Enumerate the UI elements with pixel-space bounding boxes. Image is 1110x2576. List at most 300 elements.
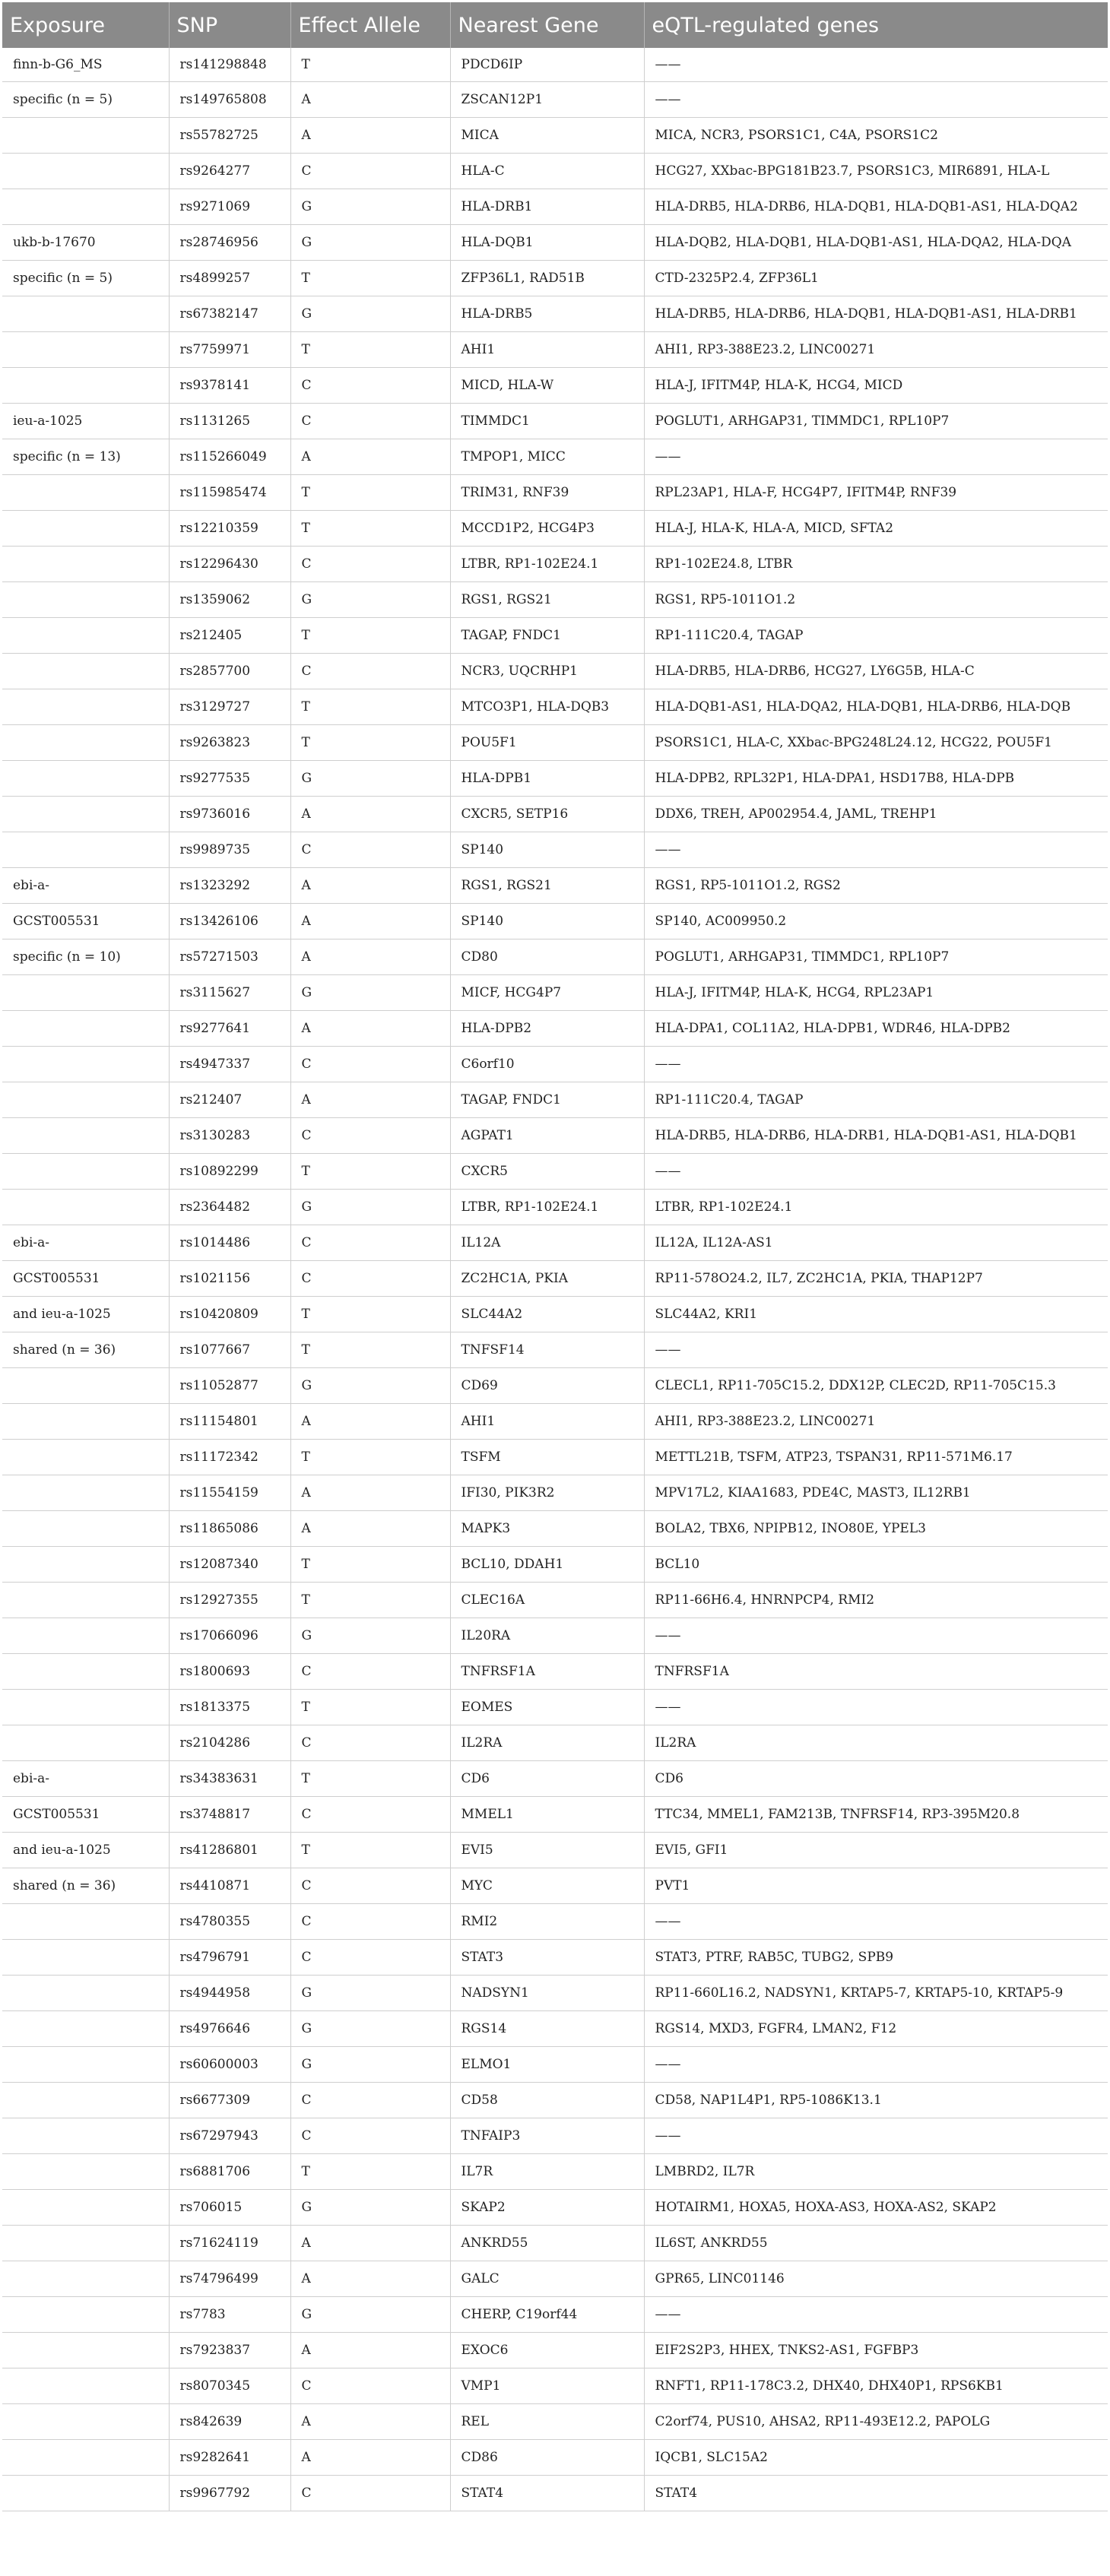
cell-snp: rs11154801 xyxy=(169,1404,290,1440)
cell-eqtl-genes: METTL21B, TSFM, ATP23, TSPAN31, RP11-571M6.17 xyxy=(644,1440,1108,1475)
cell-exposure xyxy=(2,1976,169,2011)
cell-nearest-gene: CXCR5, SETP16 xyxy=(450,797,644,832)
cell-nearest-gene: TSFM xyxy=(450,1440,644,1475)
cell-effect-allele: T xyxy=(290,2154,450,2190)
cell-effect-allele: G xyxy=(290,189,450,225)
cell-eqtl-genes: IL2RA xyxy=(644,1725,1108,1761)
cell-snp: rs1131265 xyxy=(169,404,290,439)
cell-snp: rs55782725 xyxy=(169,118,290,154)
cell-nearest-gene: MAPK3 xyxy=(450,1511,644,1547)
cell-snp: rs2364482 xyxy=(169,1190,290,1225)
cell-eqtl-genes: STAT4 xyxy=(644,2476,1108,2511)
cell-eqtl-genes: HLA-DPA1, COL11A2, HLA-DPB1, WDR46, HLA-DPB2 xyxy=(644,1011,1108,1047)
cell-snp: rs11554159 xyxy=(169,1475,290,1511)
cell-exposure: ebi-a- xyxy=(2,1761,169,1797)
cell-snp: rs7923837 xyxy=(169,2333,290,2368)
cell-snp: rs3748817 xyxy=(169,1797,290,1833)
cell-eqtl-genes: —— xyxy=(644,1154,1108,1190)
cell-nearest-gene: STAT3 xyxy=(450,1940,644,1976)
table-row xyxy=(2,1868,1108,1904)
cell-exposure xyxy=(2,332,169,368)
cell-snp: rs71624119 xyxy=(169,2226,290,2261)
cell-eqtl-genes: RGS14, MXD3, FGFR4, LMAN2, F12 xyxy=(644,2011,1108,2047)
cell-snp: rs10420809 xyxy=(169,1297,290,1332)
header-nearest-gene: Nearest Gene xyxy=(450,2,644,48)
cell-snp: rs17066096 xyxy=(169,1618,290,1654)
cell-nearest-gene: NADSYN1 xyxy=(450,1976,644,2011)
cell-snp: rs12210359 xyxy=(169,511,290,547)
cell-effect-allele: C xyxy=(290,368,450,404)
table-row xyxy=(2,547,1108,582)
cell-effect-allele: G xyxy=(290,2297,450,2333)
cell-effect-allele: T xyxy=(290,1690,450,1725)
cell-nearest-gene: RMI2 xyxy=(450,1904,644,1940)
cell-nearest-gene: IL12A xyxy=(450,1225,644,1261)
table-row xyxy=(2,1475,1108,1511)
cell-effect-allele: A xyxy=(290,868,450,904)
cell-exposure xyxy=(2,2190,169,2226)
cell-eqtl-genes: —— xyxy=(644,1690,1108,1725)
cell-exposure: ebi-a- xyxy=(2,1225,169,1261)
cell-nearest-gene: HLA-DPB1 xyxy=(450,761,644,797)
cell-eqtl-genes: SLC44A2, KRI1 xyxy=(644,1297,1108,1332)
cell-snp: rs1359062 xyxy=(169,582,290,618)
table-row xyxy=(2,511,1108,547)
table-row xyxy=(2,1118,1108,1154)
table-row xyxy=(2,2368,1108,2404)
table-row xyxy=(2,368,1108,404)
cell-eqtl-genes: HOTAIRM1, HOXA5, HOXA-AS3, HOXA-AS2, SKAP2 xyxy=(644,2190,1108,2226)
cell-exposure: specific (n = 13) xyxy=(2,439,169,475)
table-row xyxy=(2,404,1108,439)
cell-snp: rs34383631 xyxy=(169,1761,290,1797)
table-row xyxy=(2,1011,1108,1047)
cell-nearest-gene: REL xyxy=(450,2404,644,2440)
cell-effect-allele: T xyxy=(290,618,450,654)
table-row xyxy=(2,439,1108,475)
cell-snp: rs706015 xyxy=(169,2190,290,2226)
cell-exposure xyxy=(2,2011,169,2047)
cell-eqtl-genes: RP11-66H6.4, HNRNPCP4, RMI2 xyxy=(644,1583,1108,1618)
cell-nearest-gene: AHI1 xyxy=(450,1404,644,1440)
cell-eqtl-genes: HLA-DQB2, HLA-DQB1, HLA-DQB1-AS1, HLA-DQA2, HLA-DQA xyxy=(644,225,1108,261)
cell-snp: rs9271069 xyxy=(169,189,290,225)
cell-eqtl-genes: —— xyxy=(644,1047,1108,1082)
cell-snp: rs2104286 xyxy=(169,1725,290,1761)
cell-nearest-gene: ELMO1 xyxy=(450,2047,644,2083)
table-row xyxy=(2,654,1108,689)
cell-effect-allele: G xyxy=(290,1618,450,1654)
cell-eqtl-genes: RP11-660L16.2, NADSYN1, KRTAP5-7, KRTAP5-10, KRTAP5-9 xyxy=(644,1976,1108,2011)
table-row xyxy=(2,1654,1108,1690)
cell-eqtl-genes: —— xyxy=(644,1904,1108,1940)
cell-effect-allele: T xyxy=(290,511,450,547)
cell-eqtl-genes: —— xyxy=(644,2047,1108,2083)
cell-exposure xyxy=(2,1404,169,1440)
cell-nearest-gene: TNFSF14 xyxy=(450,1332,644,1368)
cell-eqtl-genes: HLA-J, IFITM4P, HLA-K, HCG4, RPL23AP1 xyxy=(644,975,1108,1011)
cell-effect-allele: A xyxy=(290,2333,450,2368)
table-row xyxy=(2,332,1108,368)
cell-nearest-gene: MTCO3P1, HLA-DQB3 xyxy=(450,689,644,725)
cell-exposure xyxy=(2,654,169,689)
cell-effect-allele: C xyxy=(290,1118,450,1154)
header-exposure: Exposure xyxy=(2,2,169,48)
cell-snp: rs9989735 xyxy=(169,832,290,868)
table-row xyxy=(2,2261,1108,2297)
cell-exposure xyxy=(2,511,169,547)
cell-eqtl-genes: BOLA2, TBX6, NPIPB12, INO80E, YPEL3 xyxy=(644,1511,1108,1547)
cell-eqtl-genes: CTD-2325P2.4, ZFP36L1 xyxy=(644,261,1108,296)
cell-nearest-gene: CD69 xyxy=(450,1368,644,1404)
cell-snp: rs4944958 xyxy=(169,1976,290,2011)
cell-eqtl-genes: PVT1 xyxy=(644,1868,1108,1904)
table-row xyxy=(2,725,1108,761)
table-row xyxy=(2,2011,1108,2047)
cell-snp: rs9277641 xyxy=(169,1011,290,1047)
table-row xyxy=(2,1833,1108,1868)
cell-nearest-gene: CD58 xyxy=(450,2083,644,2118)
cell-snp: rs12927355 xyxy=(169,1583,290,1618)
cell-nearest-gene: LTBR, RP1-102E24.1 xyxy=(450,547,644,582)
cell-snp: rs7783 xyxy=(169,2297,290,2333)
cell-exposure: ebi-a- xyxy=(2,868,169,904)
table-row xyxy=(2,2047,1108,2083)
cell-snp: rs60600003 xyxy=(169,2047,290,2083)
cell-effect-allele: C xyxy=(290,1797,450,1833)
cell-snp: rs41286801 xyxy=(169,1833,290,1868)
cell-snp: rs10892299 xyxy=(169,1154,290,1190)
cell-snp: rs3129727 xyxy=(169,689,290,725)
cell-effect-allele: A xyxy=(290,2261,450,2297)
cell-exposure xyxy=(2,1511,169,1547)
cell-effect-allele: A xyxy=(290,82,450,118)
cell-exposure xyxy=(2,189,169,225)
cell-exposure xyxy=(2,1690,169,1725)
cell-exposure: ukb-b-17670 xyxy=(2,225,169,261)
cell-nearest-gene: CLEC16A xyxy=(450,1583,644,1618)
cell-effect-allele: G xyxy=(290,225,450,261)
cell-eqtl-genes: HLA-J, IFITM4P, HLA-K, HCG4, MICD xyxy=(644,368,1108,404)
cell-snp: rs212405 xyxy=(169,618,290,654)
cell-eqtl-genes: PSORS1C1, HLA-C, XXbac-BPG248L24.12, HCG22, POU5F1 xyxy=(644,725,1108,761)
table-row xyxy=(2,868,1108,904)
table-row xyxy=(2,1725,1108,1761)
cell-eqtl-genes: HLA-DQB1-AS1, HLA-DQA2, HLA-DQB1, HLA-DRB6, HLA-DQB xyxy=(644,689,1108,725)
cell-eqtl-genes: RP1-111C20.4, TAGAP xyxy=(644,1082,1108,1118)
table-row xyxy=(2,475,1108,511)
cell-eqtl-genes: MPV17L2, KIAA1683, PDE4C, MAST3, IL12RB1 xyxy=(644,1475,1108,1511)
header-eqtl-genes: eQTL-regulated genes xyxy=(644,2,1108,48)
cell-nearest-gene: SLC44A2 xyxy=(450,1297,644,1332)
cell-exposure: GCST005531 xyxy=(2,1261,169,1297)
cell-eqtl-genes: CLECL1, RP11-705C15.2, DDX12P, CLEC2D, RP11-705C15.3 xyxy=(644,1368,1108,1404)
cell-snp: rs141298848 xyxy=(169,48,290,82)
table-row xyxy=(2,2226,1108,2261)
cell-effect-allele: C xyxy=(290,2476,450,2511)
cell-effect-allele: A xyxy=(290,439,450,475)
cell-eqtl-genes: HLA-J, HLA-K, HLA-A, MICD, SFTA2 xyxy=(644,511,1108,547)
cell-eqtl-genes: TTC34, MMEL1, FAM213B, TNFRSF14, RP3-395M20.8 xyxy=(644,1797,1108,1833)
cell-exposure xyxy=(2,761,169,797)
cell-effect-allele: T xyxy=(290,1583,450,1618)
cell-snp: rs842639 xyxy=(169,2404,290,2440)
cell-effect-allele: C xyxy=(290,1654,450,1690)
cell-eqtl-genes: IL6ST, ANKRD55 xyxy=(644,2226,1108,2261)
cell-exposure xyxy=(2,1618,169,1654)
cell-exposure xyxy=(2,832,169,868)
cell-eqtl-genes: —— xyxy=(644,2118,1108,2154)
table-row xyxy=(2,904,1108,939)
header-effect-allele: Effect Allele xyxy=(290,2,450,48)
table-row xyxy=(2,832,1108,868)
cell-eqtl-genes: —— xyxy=(644,439,1108,475)
cell-eqtl-genes: RGS1, RP5-1011O1.2, RGS2 xyxy=(644,868,1108,904)
cell-exposure xyxy=(2,689,169,725)
cell-nearest-gene: CD80 xyxy=(450,939,644,975)
cell-exposure xyxy=(2,1547,169,1583)
cell-eqtl-genes: —— xyxy=(644,82,1108,118)
cell-eqtl-genes: RP11-578O24.2, IL7, ZC2HC1A, PKIA, THAP12P7 xyxy=(644,1261,1108,1297)
cell-eqtl-genes: —— xyxy=(644,1332,1108,1368)
cell-eqtl-genes: HLA-DRB5, HLA-DRB6, HCG27, LY6G5B, HLA-C xyxy=(644,654,1108,689)
cell-exposure: shared (n = 36) xyxy=(2,1332,169,1368)
cell-effect-allele: G xyxy=(290,761,450,797)
cell-snp: rs9378141 xyxy=(169,368,290,404)
cell-snp: rs1077667 xyxy=(169,1332,290,1368)
cell-exposure xyxy=(2,2297,169,2333)
cell-snp: rs67382147 xyxy=(169,296,290,332)
cell-nearest-gene: EXOC6 xyxy=(450,2333,644,2368)
cell-exposure xyxy=(2,1047,169,1082)
cell-snp: rs74796499 xyxy=(169,2261,290,2297)
cell-eqtl-genes: RP1-102E24.8, LTBR xyxy=(644,547,1108,582)
cell-nearest-gene: MCCD1P2, HCG4P3 xyxy=(450,511,644,547)
table-row xyxy=(2,2154,1108,2190)
cell-snp: rs4780355 xyxy=(169,1904,290,1940)
cell-exposure xyxy=(2,118,169,154)
table-row xyxy=(2,1511,1108,1547)
cell-snp: rs11172342 xyxy=(169,1440,290,1475)
cell-nearest-gene: MICA xyxy=(450,118,644,154)
cell-eqtl-genes: CD6 xyxy=(644,1761,1108,1797)
cell-snp: rs1813375 xyxy=(169,1690,290,1725)
cell-nearest-gene: C6orf10 xyxy=(450,1047,644,1082)
cell-exposure xyxy=(2,1583,169,1618)
cell-effect-allele: T xyxy=(290,475,450,511)
cell-eqtl-genes: LTBR, RP1-102E24.1 xyxy=(644,1190,1108,1225)
cell-effect-allele: G xyxy=(290,1190,450,1225)
cell-snp: rs9264277 xyxy=(169,154,290,189)
cell-exposure: specific (n = 5) xyxy=(2,261,169,296)
cell-eqtl-genes: AHI1, RP3-388E23.2, LINC00271 xyxy=(644,332,1108,368)
cell-effect-allele: G xyxy=(290,1976,450,2011)
cell-eqtl-genes: —— xyxy=(644,1618,1108,1654)
cell-eqtl-genes: IL12A, IL12A-AS1 xyxy=(644,1225,1108,1261)
cell-exposure xyxy=(2,2118,169,2154)
cell-exposure: specific (n = 5) xyxy=(2,82,169,118)
cell-effect-allele: A xyxy=(290,2404,450,2440)
table-row xyxy=(2,2440,1108,2476)
cell-exposure xyxy=(2,1654,169,1690)
cell-exposure xyxy=(2,1154,169,1190)
table-row xyxy=(2,189,1108,225)
cell-snp: rs212407 xyxy=(169,1082,290,1118)
cell-eqtl-genes: POGLUT1, ARHGAP31, TIMMDC1, RPL10P7 xyxy=(644,939,1108,975)
cell-effect-allele: T xyxy=(290,1332,450,1368)
cell-snp: rs12296430 xyxy=(169,547,290,582)
cell-effect-allele: G xyxy=(290,582,450,618)
table-row xyxy=(2,1225,1108,1261)
cell-snp: rs3130283 xyxy=(169,1118,290,1154)
cell-eqtl-genes: —— xyxy=(644,48,1108,82)
table-row xyxy=(2,1547,1108,1583)
table-row xyxy=(2,1583,1108,1618)
table-row xyxy=(2,2297,1108,2333)
cell-exposure xyxy=(2,2404,169,2440)
table-row xyxy=(2,797,1108,832)
cell-exposure: GCST005531 xyxy=(2,904,169,939)
cell-snp: rs9282641 xyxy=(169,2440,290,2476)
cell-exposure xyxy=(2,2440,169,2476)
cell-eqtl-genes: STAT3, PTRF, RAB5C, TUBG2, SPB9 xyxy=(644,1940,1108,1976)
table-row xyxy=(2,296,1108,332)
cell-nearest-gene: GALC xyxy=(450,2261,644,2297)
cell-exposure: and ieu-a-1025 xyxy=(2,1833,169,1868)
cell-effect-allele: T xyxy=(290,1547,450,1583)
cell-nearest-gene: VMP1 xyxy=(450,2368,644,2404)
cell-exposure xyxy=(2,368,169,404)
cell-exposure xyxy=(2,582,169,618)
cell-exposure: shared (n = 36) xyxy=(2,1868,169,1904)
cell-nearest-gene: SP140 xyxy=(450,832,644,868)
table-row xyxy=(2,1690,1108,1725)
table-row xyxy=(2,154,1108,189)
table-row xyxy=(2,1404,1108,1440)
cell-eqtl-genes: HCG27, XXbac-BPG181B23.7, PSORS1C3, MIR6891, HLA-L xyxy=(644,154,1108,189)
cell-eqtl-genes: RPL23AP1, HLA-F, HCG4P7, IFITM4P, RNF39 xyxy=(644,475,1108,511)
table-row xyxy=(2,1332,1108,1368)
cell-effect-allele: C xyxy=(290,2368,450,2404)
table-row xyxy=(2,689,1108,725)
cell-effect-allele: A xyxy=(290,2226,450,2261)
cell-effect-allele: C xyxy=(290,547,450,582)
cell-nearest-gene: SKAP2 xyxy=(450,2190,644,2226)
cell-exposure xyxy=(2,1011,169,1047)
cell-nearest-gene: LTBR, RP1-102E24.1 xyxy=(450,1190,644,1225)
table-row xyxy=(2,1797,1108,1833)
table-row xyxy=(2,975,1108,1011)
cell-effect-allele: C xyxy=(290,2118,450,2154)
cell-nearest-gene: ZC2HC1A, PKIA xyxy=(450,1261,644,1297)
table-row xyxy=(2,118,1108,154)
cell-effect-allele: C xyxy=(290,1261,450,1297)
cell-snp: rs6677309 xyxy=(169,2083,290,2118)
cell-effect-allele: G xyxy=(290,2190,450,2226)
cell-eqtl-genes: EVI5, GFI1 xyxy=(644,1833,1108,1868)
cell-exposure xyxy=(2,547,169,582)
cell-effect-allele: A xyxy=(290,797,450,832)
cell-effect-allele: T xyxy=(290,725,450,761)
cell-eqtl-genes: HLA-DPB2, RPL32P1, HLA-DPA1, HSD17B8, HLA-DPB xyxy=(644,761,1108,797)
cell-nearest-gene: AHI1 xyxy=(450,332,644,368)
cell-effect-allele: A xyxy=(290,904,450,939)
table-row xyxy=(2,48,1108,82)
cell-nearest-gene: MMEL1 xyxy=(450,1797,644,1833)
cell-eqtl-genes: POGLUT1, ARHGAP31, TIMMDC1, RPL10P7 xyxy=(644,404,1108,439)
cell-nearest-gene: HLA-DRB1 xyxy=(450,189,644,225)
cell-exposure xyxy=(2,2154,169,2190)
cell-nearest-gene: IL7R xyxy=(450,2154,644,2190)
cell-effect-allele: C xyxy=(290,1725,450,1761)
table-row xyxy=(2,582,1108,618)
cell-effect-allele: G xyxy=(290,296,450,332)
cell-exposure xyxy=(2,2333,169,2368)
table-container xyxy=(2,2,1108,2511)
cell-effect-allele: A xyxy=(290,1011,450,1047)
cell-effect-allele: A xyxy=(290,1475,450,1511)
cell-snp: rs1014486 xyxy=(169,1225,290,1261)
cell-exposure xyxy=(2,975,169,1011)
table-row xyxy=(2,1154,1108,1190)
cell-snp: rs4976646 xyxy=(169,2011,290,2047)
table-row xyxy=(2,1261,1108,1297)
cell-nearest-gene: AGPAT1 xyxy=(450,1118,644,1154)
cell-nearest-gene: HLA-DQB1 xyxy=(450,225,644,261)
cell-effect-allele: C xyxy=(290,1225,450,1261)
cell-nearest-gene: MICF, HCG4P7 xyxy=(450,975,644,1011)
cell-nearest-gene: CD6 xyxy=(450,1761,644,1797)
table-row xyxy=(2,2404,1108,2440)
table-row xyxy=(2,1082,1108,1118)
cell-snp: rs13426106 xyxy=(169,904,290,939)
cell-nearest-gene: TNFAIP3 xyxy=(450,2118,644,2154)
cell-eqtl-genes: RP1-111C20.4, TAGAP xyxy=(644,618,1108,654)
table-row xyxy=(2,2333,1108,2368)
cell-nearest-gene: PDCD6IP xyxy=(450,48,644,82)
cell-nearest-gene: ZFP36L1, RAD51B xyxy=(450,261,644,296)
cell-eqtl-genes: TNFRSF1A xyxy=(644,1654,1108,1690)
cell-effect-allele: C xyxy=(290,404,450,439)
cell-effect-allele: T xyxy=(290,332,450,368)
table-row xyxy=(2,1297,1108,1332)
cell-nearest-gene: BCL10, DDAH1 xyxy=(450,1547,644,1583)
cell-eqtl-genes: —— xyxy=(644,2297,1108,2333)
cell-exposure xyxy=(2,1904,169,1940)
cell-snp: rs2857700 xyxy=(169,654,290,689)
cell-effect-allele: T xyxy=(290,689,450,725)
cell-nearest-gene: EOMES xyxy=(450,1690,644,1725)
cell-nearest-gene: TMPOP1, MICC xyxy=(450,439,644,475)
cell-snp: rs28746956 xyxy=(169,225,290,261)
cell-snp: rs11052877 xyxy=(169,1368,290,1404)
cell-exposure xyxy=(2,1440,169,1475)
cell-exposure xyxy=(2,1368,169,1404)
cell-snp: rs149765808 xyxy=(169,82,290,118)
table-row xyxy=(2,1440,1108,1475)
cell-nearest-gene: SP140 xyxy=(450,904,644,939)
cell-nearest-gene: HLA-C xyxy=(450,154,644,189)
cell-effect-allele: T xyxy=(290,1154,450,1190)
snp-table xyxy=(2,2,1108,2511)
cell-snp: rs4796791 xyxy=(169,1940,290,1976)
cell-eqtl-genes: MICA, NCR3, PSORS1C1, C4A, PSORS1C2 xyxy=(644,118,1108,154)
cell-exposure xyxy=(2,618,169,654)
table-row xyxy=(2,1976,1108,2011)
cell-effect-allele: G xyxy=(290,2011,450,2047)
header-row xyxy=(2,2,1108,48)
cell-eqtl-genes: AHI1, RP3-388E23.2, LINC00271 xyxy=(644,1404,1108,1440)
